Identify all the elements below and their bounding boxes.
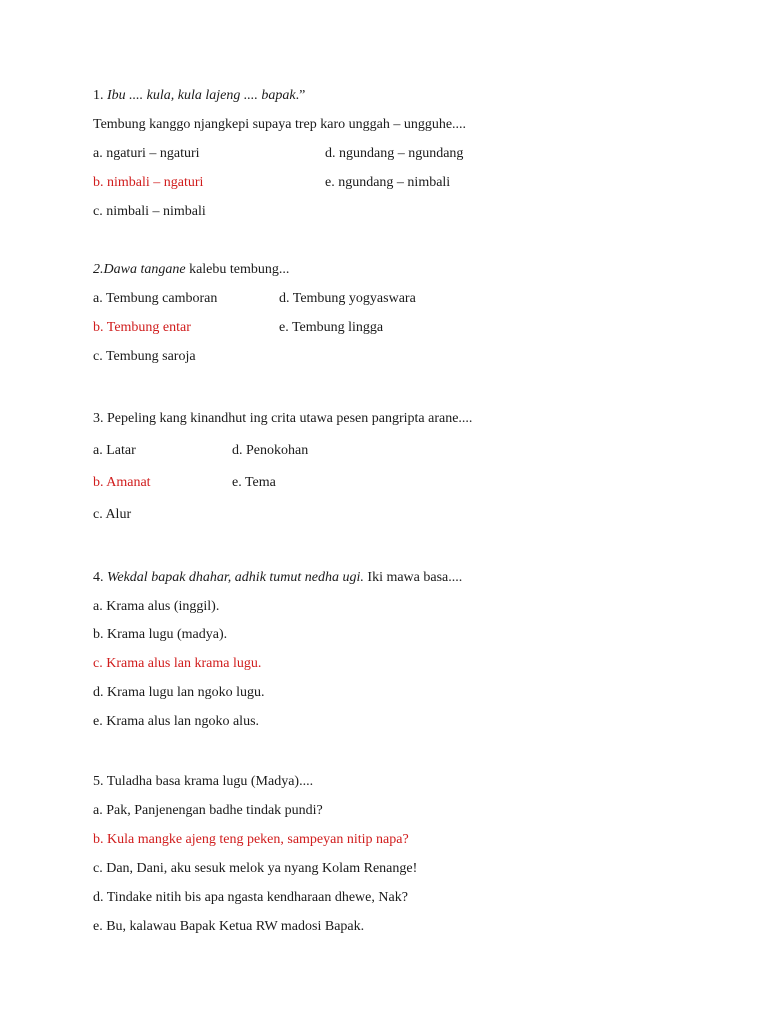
q5-stem: 5. Tuladha basa krama lugu (Madya)....	[93, 774, 314, 789]
q1-option-c: c. nimbali – nimbali	[93, 204, 206, 219]
q1-stem-italic: Ibu .... kula, kula lajeng .... bapak	[107, 88, 296, 103]
q4-option-b: b. Krama lugu (madya).	[93, 627, 228, 642]
q4-stem	[93, 569, 462, 587]
q3-option-b-answer: b. Amanat	[93, 475, 151, 490]
q4-number: 4.	[93, 570, 107, 585]
q3-option-a: a. Latar	[93, 443, 136, 458]
q3-option-c: c. Alur	[93, 507, 132, 522]
q4-stem-italic: Wekdal bapak dhahar, adhik tumut nedha ugi.	[107, 570, 364, 585]
q2-option-a: a. Tembung camboran	[93, 291, 218, 306]
q1-option-b-answer: b. nimbali – ngaturi	[93, 175, 204, 190]
q2-option-e: e. Tembung lingga	[279, 320, 384, 335]
q1-stem-tail: .”	[295, 88, 306, 103]
q1-stem	[93, 87, 305, 105]
q4-option-e: e. Krama alus lan ngoko alus.	[93, 714, 260, 729]
q2-stem-rest: kalebu tembung...	[185, 262, 290, 277]
q2-option-d: d. Tembung yogyaswara	[279, 291, 416, 306]
q4-option-d: d. Krama lugu lan ngoko lugu.	[93, 685, 265, 700]
q1-option-a: a. ngaturi – ngaturi	[93, 146, 200, 161]
q1-number: 1.	[93, 88, 107, 103]
q3-stem: 3. Pepeling kang kinandhut ing crita utawa pesen pangripta arane....	[93, 411, 473, 426]
q4-option-a: a. Krama alus (inggil).	[93, 599, 220, 614]
q2-option-c: c. Tembung saroja	[93, 349, 196, 364]
q1-option-e: e. ngundang – nimbali	[325, 175, 451, 190]
q4-stem-rest: Iki mawa basa....	[363, 570, 463, 585]
q2-option-b-answer: b. Tembung entar	[93, 320, 191, 335]
q5-option-a: a. Pak, Panjenengan badhe tindak pundi?	[93, 803, 323, 818]
q1-option-d: d. ngundang – ngundang	[325, 146, 464, 161]
q2-stem-italic: 2.Dawa tangane	[93, 262, 186, 277]
q4-option-c-answer: c. Krama alus lan krama lugu.	[93, 656, 262, 671]
q1-instruction: Tembung kanggo njangkepi supaya trep karo unggah – ungguhe....	[93, 117, 467, 132]
q5-option-b-answer: b. Kula mangke ajeng teng peken, sampeyan nitip napa?	[93, 832, 409, 847]
q2-stem	[93, 261, 289, 279]
q5-option-c: c. Dan, Dani, aku sesuk melok ya nyang Kolam Renange!	[93, 861, 418, 876]
q3-option-d: d. Penokohan	[232, 443, 309, 458]
q5-option-d: d. Tindake nitih bis apa ngasta kendharaan dhewe, Nak?	[93, 890, 408, 905]
q5-option-e: e. Bu, kalawau Bapak Ketua RW madosi Bapak.	[93, 919, 365, 934]
q3-option-e: e. Tema	[232, 475, 276, 490]
